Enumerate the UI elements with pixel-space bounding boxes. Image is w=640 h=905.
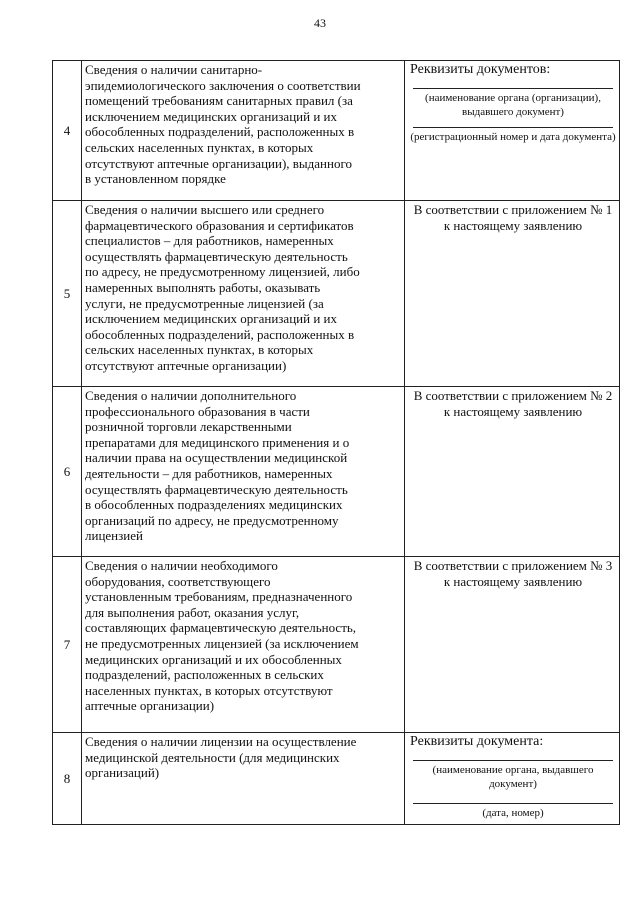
description-line: медицинских организаций и их обособленных: [85, 651, 342, 667]
row-number: 6: [53, 387, 82, 557]
description-line: помещений требованиям санитарных правил (за: [85, 93, 353, 109]
description-line: профессионального образования в части: [85, 403, 310, 419]
description-line: розничной торговли лекарственными: [85, 419, 292, 435]
requisites-text: В соответствии с приложением № 3 к настоящему заявлению: [413, 558, 613, 589]
requisites-text: В соответствии с приложением № 1 к настоящему заявлению: [413, 202, 613, 233]
description-line: в обособленных подразделениях медицинских: [85, 497, 343, 513]
row-number: 5: [53, 201, 82, 387]
table-row: [53, 557, 620, 733]
caption: (регистрационный номер и дата документа): [410, 130, 616, 143]
description-line: специалистов – для работников, намеренных: [85, 233, 334, 249]
description-line: Сведения о наличии дополнительного: [85, 388, 297, 403]
row-number: 7: [53, 557, 82, 733]
description-line: исключением медицинских организаций и их: [85, 311, 337, 327]
description-line: отсутствуют аптечные организации), выданного: [85, 155, 352, 171]
caption: (дата, номер): [482, 806, 544, 819]
description-line: подразделений, расположенных в сельских: [85, 667, 324, 683]
caption: (наименование органа (организации), выдавшего документ): [425, 91, 601, 118]
description-line: лицензией: [85, 528, 143, 544]
row-requisites: [405, 201, 620, 387]
description-line: деятельности – для работников, намеренных: [85, 465, 333, 481]
page-number: 43: [314, 16, 326, 30]
description-line: обособленных подразделений, расположенных в: [85, 326, 355, 342]
row-description: [82, 387, 405, 557]
caption: (наименование органа, выдавшего документ): [432, 763, 594, 790]
description-line: исключением медицинских организаций и их: [85, 108, 337, 124]
document-table: [52, 60, 620, 825]
row-number: 8: [53, 733, 82, 825]
description-line: осуществлять фармацевтическую деятельность: [85, 481, 348, 497]
description-line: населенных пунктах, в которых отсутствуют: [85, 682, 333, 698]
row-requisites: [405, 387, 620, 557]
row-requisites: [405, 733, 620, 825]
description-line: по адресу, не предусмотренному лицензией, либо: [85, 264, 360, 280]
description-line: сельских населенных пунктах, в которых: [85, 342, 314, 358]
row-requisites: [405, 61, 620, 201]
description-line: сельских населенных пунктах, в которых: [85, 139, 314, 155]
requisites-text: В соответствии с приложением № 2 к настоящему заявлению: [413, 388, 613, 419]
description-line: аптечные организации): [85, 698, 215, 714]
description-line: составляющих фармацевтическую деятельность,: [85, 620, 357, 636]
description-line: медицинской деятельности (для медицинских: [85, 749, 340, 765]
fill-in-line: [413, 119, 613, 128]
requisites-title: Реквизиты документов:: [410, 62, 551, 77]
requisites-title: Реквизиты документа:: [410, 734, 544, 749]
description-line: обособленных подразделений, расположенных в: [85, 124, 355, 140]
fill-in-line: [413, 750, 613, 761]
description-line: организаций): [85, 765, 160, 781]
fill-in-line: [413, 791, 613, 804]
description-line: Сведения о наличии необходимого: [85, 558, 278, 573]
description-line: услуги, не предусмотренные лицензией (за: [85, 295, 324, 311]
description-line: Сведения о наличии санитарно-: [85, 62, 263, 77]
description-line: не предусмотренных лицензией (за исключением: [85, 635, 359, 651]
description-line: наличии права на осуществлении медицинской: [85, 450, 348, 466]
description-line: фармацевтического образования и сертификатов: [85, 217, 354, 233]
row-requisites: [405, 557, 620, 733]
table-row: [53, 387, 620, 557]
description-line: эпидемиологического заключения о соответствии: [85, 77, 361, 93]
description-line: в установленном порядке: [85, 171, 226, 187]
description-line: для выполнения работ, оказания услуг,: [85, 604, 300, 620]
description-line: препаратами для медицинского применения и о: [85, 434, 350, 450]
description-line: Сведения о наличии высшего или среднего: [85, 202, 325, 217]
description-line: установленным требованиям, предназначенного: [85, 589, 353, 605]
row-description: [82, 61, 405, 201]
description-line: намеренных выполнять работы, оказывать: [85, 279, 321, 295]
description-line: организаций по адресу, не предусмотренному: [85, 512, 339, 528]
description-line: Сведения о наличии лицензии на осуществление: [85, 734, 357, 749]
row-description: [82, 733, 405, 825]
description-line: оборудования, соответствующего: [85, 573, 271, 589]
table-row: [53, 733, 620, 825]
row-number: 4: [53, 61, 82, 201]
row-description: [82, 201, 405, 387]
fill-in-line: [413, 78, 613, 89]
table-row: [53, 61, 620, 201]
table-row: [53, 201, 620, 387]
row-description: [82, 557, 405, 733]
description-line: отсутствуют аптечные организации): [85, 357, 287, 373]
description-line: осуществлять фармацевтическую деятельность: [85, 248, 348, 264]
